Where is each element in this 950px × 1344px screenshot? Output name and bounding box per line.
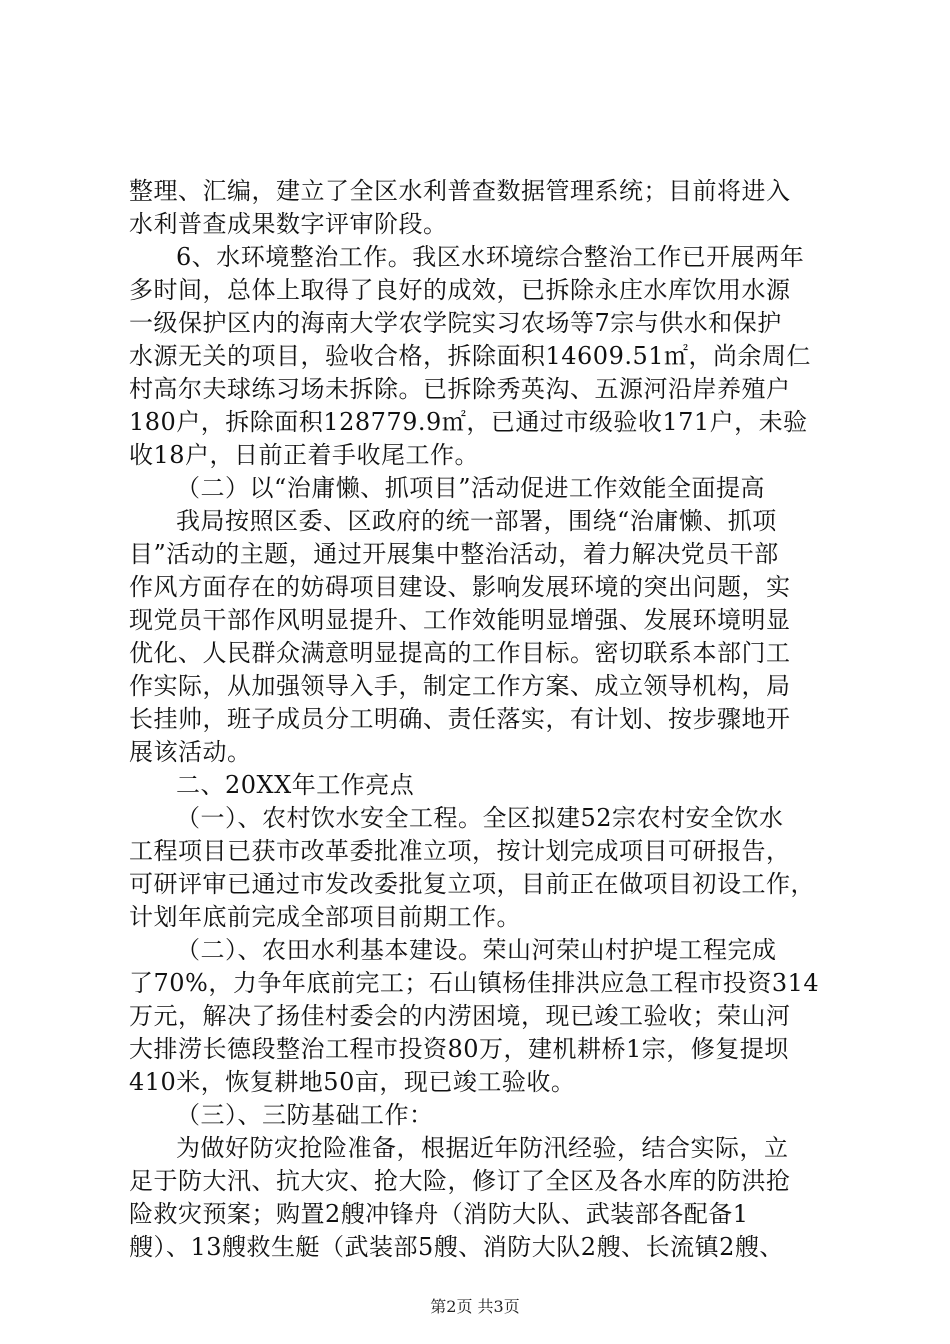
body-text-line: 目”活动的主题，通过开展集中整治活动，着力解决党员干部 — [129, 540, 779, 568]
body-text-line: 长挂帅，班子成员分工明确、责任落实，有计划、按步骤地开 — [129, 705, 791, 733]
body-text-line: 为做好防灾抢险准备，根据近年防汛经验，结合实际，立 — [176, 1134, 789, 1162]
body-text-line: 村高尔夫球练习场未拆除。已拆除秀英沟、五源河沿岸养殖户 — [129, 375, 791, 403]
body-text-line: 可研评审已通过市发改委批复立项，目前正在做项目初设工作， — [129, 870, 815, 898]
body-text-line: 一级保护区内的海南大学农学院实习农场等7宗与供水和保护 — [129, 309, 782, 337]
body-text-line: 计划年底前完成全部项目前期工作。 — [129, 903, 521, 931]
body-text-line: 险救灾预案；购置2艘冲锋舟（消防大队、武装部各配备1 — [129, 1200, 749, 1228]
body-text-line: 收18户，日前正着手收尾工作。 — [129, 441, 480, 469]
body-text-line: 整理、汇编，建立了全区水利普查数据管理系统；目前将进入 — [129, 177, 791, 205]
body-text-line: 足于防大汛、抗大灾、抢大险，修订了全区及各水库的防洪抢 — [129, 1167, 791, 1195]
body-text-line: 现党员干部作风明显提升、工作效能明显增强、发展环境明显 — [129, 606, 791, 634]
page-number-footer: 第2页 共3页 — [430, 1297, 520, 1316]
body-text-line: 我局按照区委、区政府的统一部署，围绕“治庸懒、抓项 — [176, 507, 777, 535]
section-heading: 6、水环境整治工作。我区水环境综合整治工作已开展两年 — [176, 243, 805, 271]
body-text-line: 艘）、13艘救生艇（武装部5艘、消防大队2艘、长流镇2艘、 — [129, 1233, 784, 1261]
body-text-line: 工程项目已获市改革委批准立项，按计划完成项目可研报告， — [129, 837, 791, 865]
body-text-line: 优化、人民群众满意明显提高的工作目标。密切联系本部门工 — [129, 639, 791, 667]
body-text-line: 展该活动。 — [129, 738, 252, 766]
body-text-line: （一）、农村饮水安全工程。全区拟建52宗农村安全饮水 — [176, 804, 784, 832]
body-text-line: 水源无关的项目，验收合格，拆除面积14609.51㎡，尚余周仁 — [129, 342, 812, 370]
body-text-line: 410米，恢复耕地50亩，现已竣工验收。 — [129, 1068, 576, 1096]
section-heading: （二）以“治庸懒、抓项目”活动促进工作效能全面提高 — [176, 474, 766, 502]
body-text-line: 作实际，从加强领导入手，制定工作方案、成立领导机构，局 — [129, 672, 791, 700]
body-text-line: 作风方面存在的妨碍项目建设、影响发展环境的突出问题，实 — [129, 573, 791, 601]
section-heading: （三）、三防基础工作： — [176, 1101, 434, 1129]
body-text-line: 180户，拆除面积128779.9㎡，已通过市级验收171户，未验 — [129, 408, 808, 436]
body-text-line: 多时间，总体上取得了良好的成效，已拆除永庄水库饮用水源 — [129, 276, 791, 304]
body-text-line: 万元，解决了扬佳村委会的内涝困境，现已竣工验收；荣山河 — [129, 1002, 791, 1030]
body-text-line: （二）、农田水利基本建设。荣山河荣山村护堤工程完成 — [176, 936, 777, 964]
section-heading: 二、20XX年工作亮点 — [176, 771, 415, 799]
body-text-line: 大排涝长德段整治工程市投资80万，建机耕桥1宗，修复提坝 — [129, 1035, 789, 1063]
body-text-line: 了70%，力争年底前完工；石山镇杨佳排洪应急工程市投资314 — [129, 969, 820, 997]
body-text-line: 水利普查成果数字评审阶段。 — [129, 210, 448, 238]
